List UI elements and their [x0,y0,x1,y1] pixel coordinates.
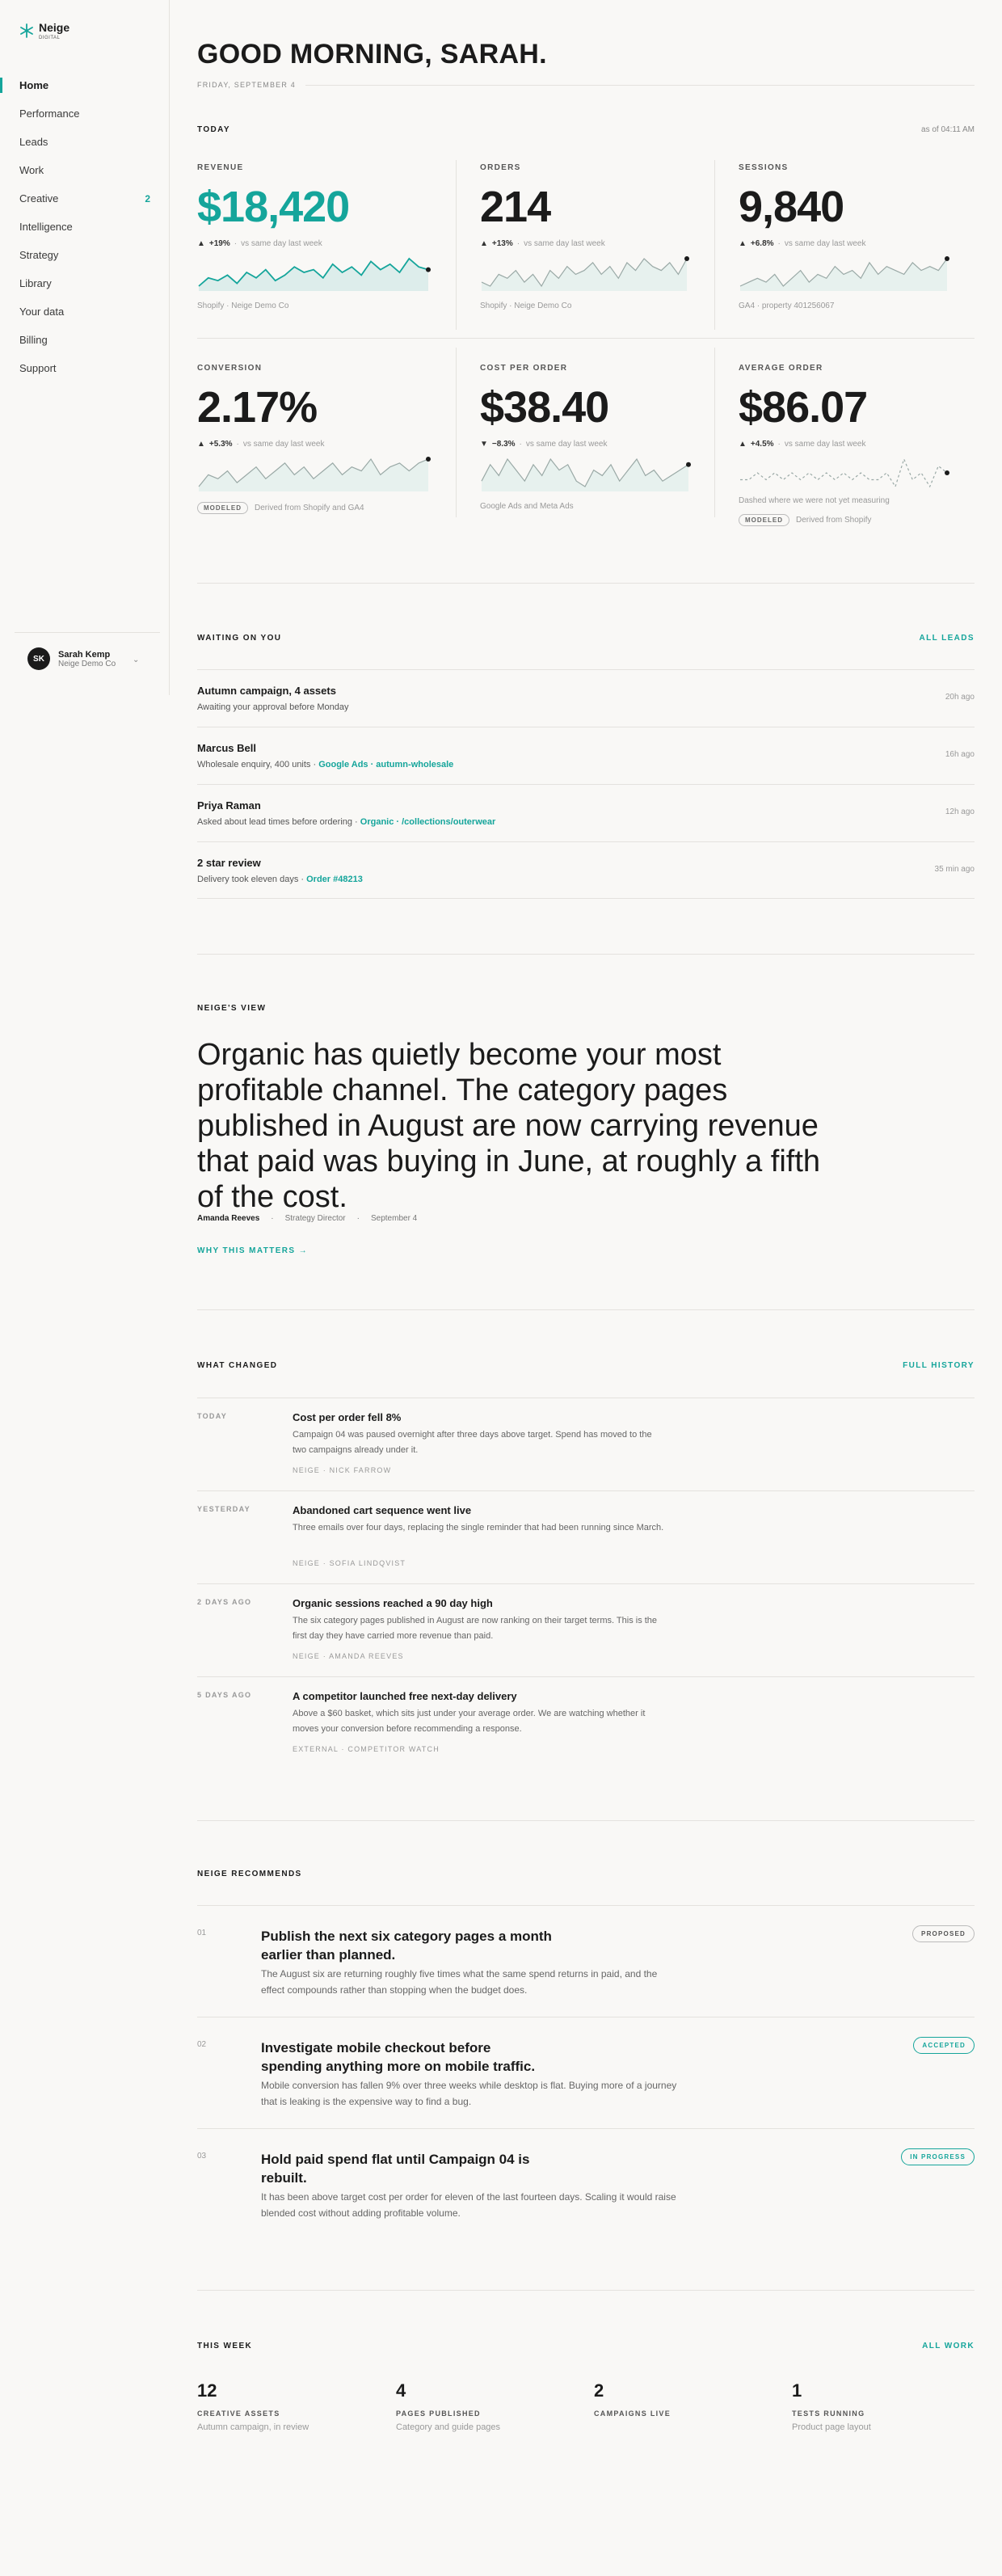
sidebar-item-label: Strategy [19,249,59,261]
sparkline-line [740,459,947,487]
change-attribution: NEIGE · SOFIA LINDQVIST [293,1559,406,1567]
change-when: TODAY [197,1412,228,1420]
metric-source: Shopify · Neige Demo Co [480,301,572,310]
change-body: Above a $60 basket, which sits just under your average order. We are watching whether it moves your conversion before recommending a response. [293,1709,646,1734]
item-title: Marcus Bell [197,742,256,754]
metric-source-row [739,514,871,526]
up-arrow-icon: ▲ [197,239,205,248]
delta-value: +19% [208,239,230,248]
change-attribution: EXTERNAL · COMPETITOR WATCH [293,1745,440,1753]
section-label-today: TODAY [197,125,230,134]
divider [197,954,975,955]
change-when: 5 DAYS AGO [197,1691,252,1699]
why-this-matters-link[interactable]: WHY THIS MATTERS → [197,1246,309,1255]
sidebar-item-label: Creative [19,192,59,204]
item-desc: Awaiting your approval before Monday [197,702,349,712]
today-header [197,125,975,134]
metric-source: GA4 · property 401256067 [739,301,835,310]
section-label-waiting: WAITING ON YOU [197,634,282,643]
up-arrow-icon: ▲ [197,440,205,449]
sidebar-item-label: Work [19,164,44,176]
change-when: 2 DAYS AGO [197,1598,252,1606]
change-item[interactable] [197,1583,975,1676]
list-item[interactable] [197,727,975,784]
metric-label: REVENUE [197,163,244,172]
up-arrow-icon: ▲ [480,239,488,248]
metric-source: Derived from Shopify and GA4 [255,504,364,512]
item-desc: Delivery took eleven days · Order #48213 [197,875,363,884]
author-role: Strategy Director [284,1214,346,1223]
stat-label: CAMPAIGNS LIVE [594,2409,672,2418]
divider [305,85,975,86]
change-title: Abandoned cart sequence went live [293,1504,472,1516]
brand-name: Neige [39,21,70,34]
user-name: Sarah Kemp [58,649,111,660]
sidebar-item-label: Billing [19,334,48,346]
item-title: Priya Raman [197,799,261,812]
changed-header [197,1361,975,1370]
sidebar-item-strategy[interactable] [0,241,170,269]
item-desc: Wholesale enquiry, 400 units · Google Ads · autumn-wholesale [197,760,454,769]
sparkline-area [740,459,947,491]
item-desc: Asked about lead times before ordering · Organic · /collections/outerwear [197,817,496,827]
metric-delta: ▲ +5.3% · vs same day last week [197,440,325,449]
sparkline-area [482,259,687,291]
metric-delta: ▲ +4.5% · vs same day last week [739,440,866,449]
recommendation-item[interactable] [197,2128,975,2240]
user-org: Neige Demo Co [58,659,116,668]
change-body: The six category pages published in August are now ranking on their target terms. This is the first day they have carried more revenue than paid. [293,1616,658,1641]
sidebar-item-performance[interactable] [0,99,170,128]
sidebar-item-work[interactable] [0,156,170,184]
stat-number: 12 [197,2380,217,2401]
metric-source: Google Ads and Meta Ads [480,502,574,511]
divider [197,1820,975,1821]
metric-value: 214 [480,183,551,231]
modeled-badge: MODELED [197,502,248,514]
rec-body: The August six are returning roughly five times what the same spend returns in paid, and the effect compounds rather than stopping when the budget does. [261,1968,658,1996]
metric-label: SESSIONS [739,163,789,172]
metric-delta: ▼ −8.3% · vs same day last week [480,440,608,449]
modeled-badge: MODELED [739,514,789,526]
metric-label: CONVERSION [197,364,263,373]
sparkline-cost-per-order [480,456,692,491]
as-of-time: as of 04:11 AM [921,125,975,134]
stat-label: TESTS RUNNING [792,2409,865,2418]
delta-value: +4.5% [750,440,774,449]
avatar: SK [27,647,50,670]
sidebar-item-home[interactable] [0,71,170,99]
item-time: 16h ago [945,750,975,759]
change-title: A competitor launched free next-day delivery [293,1690,517,1702]
creative-count-badge: 2 [145,192,150,204]
rec-body: Mobile conversion has fallen 9% over three weeks while desktop is flat. Buying more of a journey that is leaking is the expensive way to find a bug. [261,2080,677,2107]
rec-number: 02 [197,2040,207,2049]
waiting-header [197,634,975,643]
item-title: 2 star review [197,857,261,869]
change-item[interactable] [197,1490,975,1583]
divider [197,1309,975,1310]
sidebar-item-your-data[interactable] [0,297,170,326]
current-date: FRIDAY, SEPTEMBER 4 [197,81,296,89]
metric-value: 9,840 [739,183,844,231]
item-time: 20h ago [945,693,975,702]
metric-card-conversion[interactable] [197,346,456,540]
delta-value: −8.3% [491,440,516,449]
rec-number: 01 [197,1929,207,1937]
rec-number: 03 [197,2152,207,2161]
stat-sub: Category and guide pages [396,2422,501,2432]
sidebar-item-label: Home [19,79,49,91]
rec-title: Hold paid spend flat until Campaign 04 is rebuilt. [261,2152,530,2186]
stat-number: 2 [594,2380,604,2401]
change-body: Three emails over four days, replacing the single reminder that had been running since March. [293,1523,664,1533]
up-arrow-icon: ▲ [739,239,747,248]
week-stat-creative[interactable] [197,2380,391,2432]
snowflake-icon [19,23,34,38]
section-label-week: THIS WEEK [197,2342,253,2350]
delta-compare: vs same day last week [784,440,866,449]
stat-sub: Autumn campaign, in review [197,2422,309,2432]
metric-delta: ▲ +19% · vs same day last week [197,239,322,248]
metric-value: $18,420 [197,183,350,231]
source-link[interactable]: Organic · /collections/outerwear [360,817,496,827]
week-stat-pages[interactable] [396,2380,590,2432]
metric-card-cost-per-order[interactable] [480,346,739,540]
change-item[interactable] [197,1398,975,1490]
brand-sub: DIGITAL [39,36,61,40]
down-arrow-icon: ▼ [480,440,488,449]
section-label-recommends: NEIGE RECOMMENDS [197,1870,302,1878]
sidebar-item-label: Intelligence [19,221,73,233]
change-title: Organic sessions reached a 90 day high [293,1597,493,1609]
divider [197,583,975,584]
metric-card-revenue[interactable] [197,145,456,339]
sidebar-item-intelligence[interactable] [0,213,170,241]
stat-sub: Product page layout [792,2422,871,2432]
week-stat-tests[interactable] [792,2380,986,2432]
delta-compare: vs same day last week [784,239,866,248]
week-header [197,2342,975,2350]
sparkline-orders [480,255,690,291]
sparkline-current-point [426,268,431,272]
change-when: YESTERDAY [197,1505,250,1513]
quote-date: September 4 [370,1214,418,1223]
sidebar [0,0,170,695]
chevron-down-icon: ⌄ [133,656,140,664]
sidebar-item-label: Leads [19,136,48,148]
page-title: GOOD MORNING, SARAH. [197,39,547,70]
delta-value: +13% [491,239,513,248]
delta-compare: vs same day last week [241,239,322,248]
metric-label: AVERAGE ORDER [739,364,823,373]
recommendation-item[interactable] [197,2017,975,2128]
stat-number: 1 [792,2380,802,2401]
sidebar-nav [0,71,170,382]
order-link[interactable]: Order #48213 [306,875,363,884]
author-name: Amanda Reeves [197,1214,260,1223]
status-badge: IN PROGRESS [901,2148,975,2165]
metric-label: COST PER ORDER [480,364,568,373]
sparkline-area [199,259,428,291]
sidebar-item-library[interactable] [0,269,170,297]
stat-label: PAGES PUBLISHED [396,2409,481,2418]
item-title: Autumn campaign, 4 assets [197,685,336,697]
delta-compare: vs same day last week [524,239,605,248]
up-arrow-icon: ▲ [739,440,747,449]
all-work-link[interactable]: ALL WORK [922,2342,975,2350]
user-menu[interactable] [15,632,160,666]
metric-value: 2.17% [197,383,318,432]
sidebar-item-leads[interactable] [0,128,170,156]
sidebar-item-label: Performance [19,108,80,120]
rec-title: Publish the next six category pages a month earlier than planned. [261,1929,552,1963]
metric-value: $38.40 [480,383,609,432]
metric-card-sessions[interactable] [739,145,997,339]
metric-label: ORDERS [480,163,521,172]
full-history-link[interactable]: FULL HISTORY [903,1361,975,1370]
list-item[interactable] [197,669,975,727]
list-item[interactable] [197,784,975,841]
change-attribution: NEIGE · AMANDA REEVES [293,1652,404,1660]
metric-source: Shopify · Neige Demo Co [197,301,289,310]
sparkline-current-point [945,256,949,261]
sidebar-item-label: Support [19,362,57,374]
week-stat-campaigns[interactable] [594,2380,788,2422]
change-attribution: NEIGE · NICK FARROW [293,1466,392,1474]
sparkline-average-order [739,456,950,491]
all-leads-link[interactable]: ALL LEADS [919,634,975,643]
metric-note: Dashed where we were not yet measuring [739,496,890,505]
insight-quote: Organic has quietly become your most profitable channel. The category pages published in August are now carrying revenue that paid was buying in June, at roughly a fifth of the cost. [197,1038,821,1214]
metric-value: $86.07 [739,383,868,432]
recommendation-item[interactable] [197,1905,975,2017]
delta-value: +6.8% [750,239,774,248]
stat-number: 4 [396,2380,406,2401]
sparkline-current-point [684,256,689,261]
stat-label: CREATIVE ASSETS [197,2409,280,2418]
rec-body: It has been above target cost per order for eleven of the last fourteen days. Scaling it would raise blended cost without adding profitable volume. [261,2191,676,2219]
metric-card-average-order[interactable] [739,346,997,540]
metric-delta: ▲ +13% · vs same day last week [480,239,605,248]
status-badge: PROPOSED [912,1925,975,1942]
change-body: Campaign 04 was paused overnight after three days above target. Spend has moved to the two campaigns already under it. [293,1430,652,1455]
sparkline-current-point [426,457,431,462]
sidebar-item-support[interactable] [0,354,170,382]
change-title: Cost per order fell 8% [293,1411,402,1423]
sidebar-item-creative[interactable] [0,184,170,213]
brand-logo[interactable] [19,21,69,40]
sparkline-sessions [739,255,950,291]
date-line [197,81,975,89]
metric-source: Derived from Shopify [796,516,872,525]
divider [197,2290,975,2291]
list-item[interactable] [197,841,975,899]
sparkline-current-point [945,470,949,475]
delta-compare: vs same day last week [525,440,608,449]
sparkline-revenue [197,255,432,291]
change-item[interactable] [197,1676,975,1769]
item-time: 35 min ago [934,865,975,874]
section-label-changed: WHAT CHANGED [197,1361,278,1370]
source-link[interactable]: Google Ads · autumn-wholesale [318,760,454,769]
sparkline-area [199,459,428,491]
delta-value: +5.3% [208,440,233,449]
quote-byline: Amanda Reeves · Strategy Director · September 4 [197,1214,418,1223]
metric-delta: ▲ +6.8% · vs same day last week [739,239,866,248]
item-time: 12h ago [945,807,975,816]
sidebar-item-label: Library [19,277,52,289]
sidebar-item-label: Your data [19,306,65,318]
metric-card-orders[interactable] [480,145,739,339]
delta-compare: vs same day last week [242,440,325,449]
sidebar-item-billing[interactable] [0,326,170,354]
section-label-view: NEIGE'S VIEW [197,1004,267,1013]
sparkline-conversion [197,456,432,491]
status-badge: ACCEPTED [913,2037,975,2054]
rec-title: Investigate mobile checkout before spending anything more on mobile traffic. [261,2040,536,2074]
sparkline-current-point [686,462,691,467]
metric-source-row [197,502,364,514]
